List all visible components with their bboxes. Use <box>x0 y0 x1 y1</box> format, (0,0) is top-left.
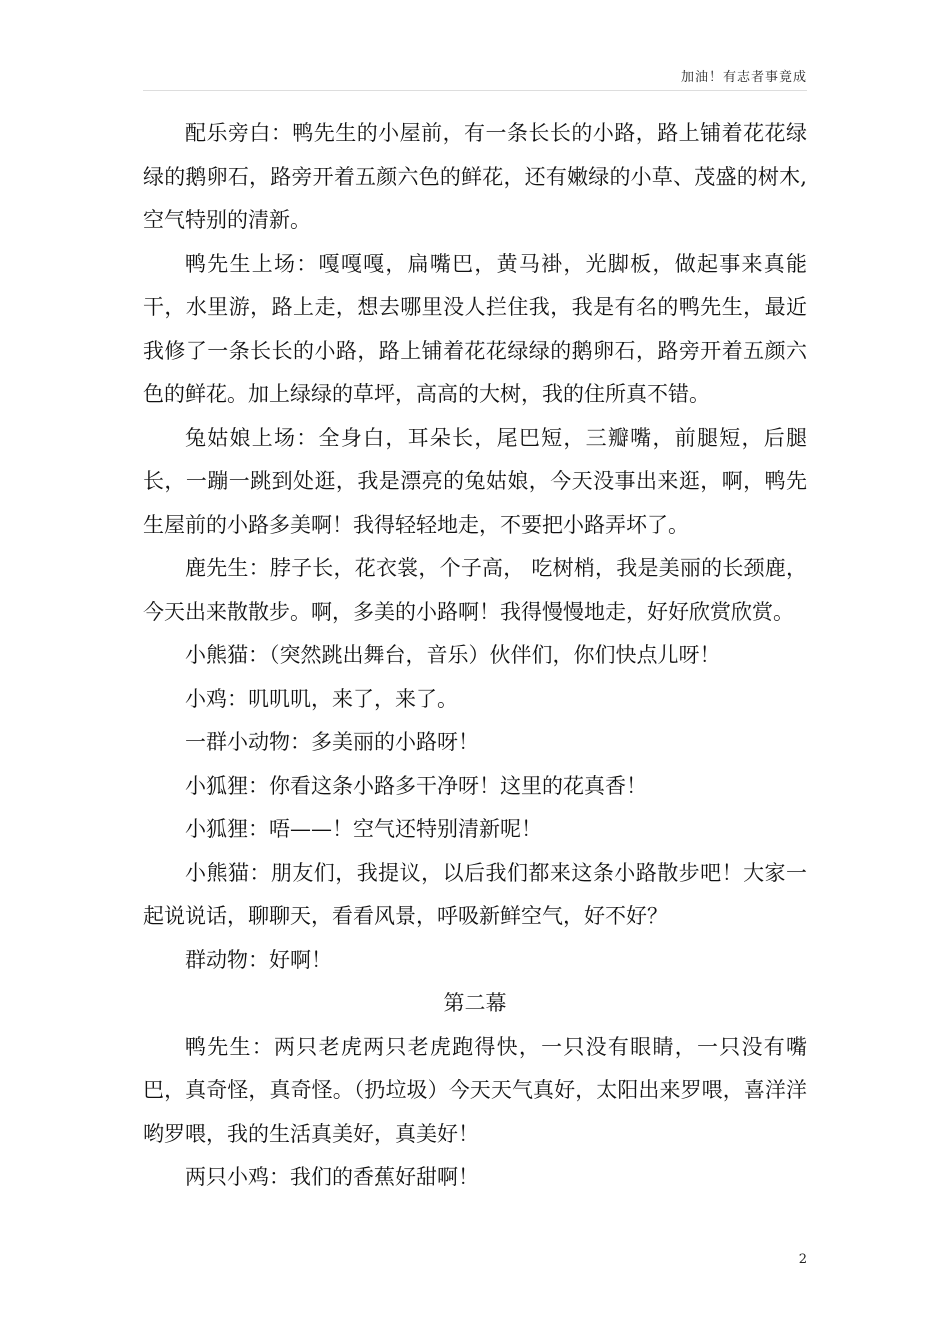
paragraph-red-panda-proposal: 小熊猫：朋友们，我提议，以后我们都来这条小路散步吧！大家一起说说话，聊聊天，看看风景，呼吸新鲜空气，好不好？ <box>143 860 807 928</box>
paragraph-fox-1: 小狐狸：你看这条小路多干净呀！这里的花真香！ <box>185 773 647 798</box>
paragraph-narration: 配乐旁白：鸭先生的小屋前，有一条长长的小路，路上铺着花花绿绿的鹅卵石，路旁开着五颜六色的鲜花，还有嫩绿的小草、茂盛的树木,空气特别的清新。 <box>143 121 807 232</box>
paragraph-rabbit-entrance: 兔姑娘上场：全身白，耳朵长，尾巴短，三瓣嘴，前腿短，后腿长，一蹦一跳到处逛，我是漂亮的兔姑娘，今天没事出来逛，啊，鸭先生屋前的小路多美啊！我得轻轻地走，不要把小路弄坏了。 <box>143 425 807 537</box>
paragraph-red-panda-call: 小熊猫：（突然跳出舞台，音乐）伙伴们，你们快点儿呀！ <box>185 643 721 667</box>
paragraph-animals: 一群小动物：多美丽的小路呀！ <box>185 730 479 754</box>
paragraph-duck-song: 鸭先生：两只老虎两只老虎跑得快，一只没有眼睛，一只没有嘴巴，真奇怪，真奇怪。（扔垃圾）今天天气真好，太阳出来罗喂，喜洋洋哟罗喂，我的生活真美好，真美好！ <box>143 1034 807 1146</box>
act-heading: 第二幕 <box>443 991 507 1015</box>
paragraph-two-chicks: 两只小鸡：我们的香蕉好甜啊！ <box>185 1165 479 1189</box>
header-divider <box>143 90 807 91</box>
paragraph-group-reply: 群动物：好啊！ <box>185 947 332 972</box>
page-number: 2 <box>798 1252 807 1267</box>
paragraph-deer: 鹿先生：脖子长，花衣裳，个子高， 吃树梢，我是美丽的长颈鹿，今天出来散散步。啊，多美的小路啊！我得慢慢地走，好好欣赏欣赏。 <box>143 556 807 624</box>
paragraph-fox-2: 小狐狸：唔——！空气还特别清新呢！ <box>185 817 542 841</box>
page-header: 加油！有志者事竟成 <box>680 70 807 85</box>
paragraph-duck-entrance: 鸭先生上场：嘎嘎嘎，扁嘴巴，黄马褂，光脚板，做起事来真能干，水里游，路上走，想去哪里没人拦住我，我是有名的鸭先生，最近我修了一条长长的小路，路上铺着花花绿绿的鹅卵石，路旁开着五颜六色的鲜花。加上绿绿的草坪，高高的大树，我的住所真不错。 <box>143 251 807 406</box>
paragraph-chick: 小鸡：叽叽叽，来了，来了。 <box>185 686 458 711</box>
document-body <box>143 112 807 1200</box>
